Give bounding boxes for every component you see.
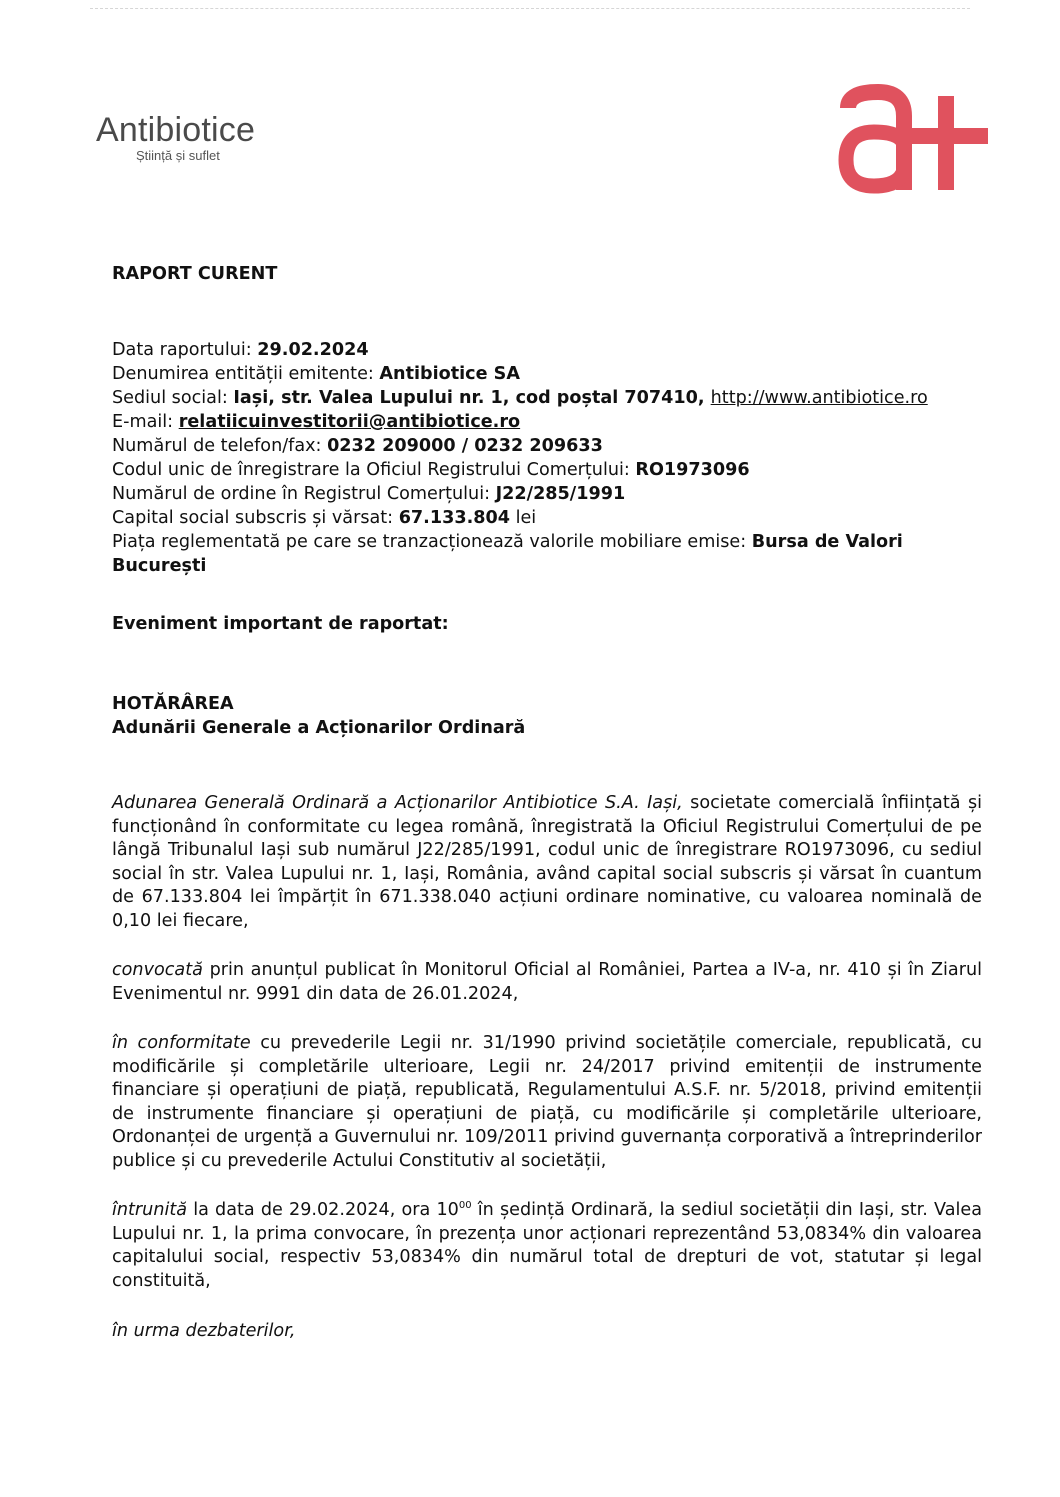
info-trade-register-number: Numărul de ordine în Registrul Comerțului: J22/285/1991 <box>112 484 626 504</box>
info-email: E-mail: relatiicuinvestitorii@antibiotice.ro <box>112 412 521 432</box>
info-regulated-market: Piața reglementată pe care se tranzacționează valorile mobiliare emise: Bursa de Valori București <box>112 532 903 576</box>
a-plus-logo-icon <box>838 84 990 194</box>
report-info-block <box>112 338 982 578</box>
info-share-capital: Capital social subscris și vărsat: 67.133.804 lei <box>112 508 537 528</box>
paragraph-convened: convocată prin anunțul publicat în Monitorul Oficial al României, Partea a IV-a, nr. 410 și în Ziarul Evenimentul nr. 9991 din data de 26.01.2024, <box>112 960 982 1004</box>
paragraph-assembly: Adunarea Generală Ordinară a Acționarilor Antibiotice S.A. Iași, societate comercială înființată și funcționând în conformitate cu legea română, înregistrată la Oficiul Registrului Comerțului de pe lângă Tribunalul Iași sub numărul J22/285/1991, codul unic de înregistrare RO1973096, cu sediul social în str. Valea Lupului nr. 1, Iași, România, având capital social subscris și vărsat în cuantum de 67.133.804 lei împărțit în 671.338.040 acțiuni ordinare nominative, cu valoarea nominală de 0,10 lei fiecare, <box>112 793 983 931</box>
info-issuer-name: Denumirea entității emitente: Antibiotice SA <box>112 364 520 384</box>
info-unique-registration-code: Codul unic de înregistrare la Oficiul Registrului Comerțului: RO1973096 <box>112 460 750 480</box>
website-link[interactable]: http://www.antibiotice.ro <box>710 388 928 408</box>
closing-line: în urma dezbaterilor, <box>112 1321 296 1341</box>
brand-block <box>96 112 255 164</box>
report-title: RAPORT CURENT <box>112 264 278 284</box>
brand-name: Antibiotice <box>96 111 256 149</box>
brand-tagline: Știință și suflet <box>136 148 220 163</box>
paragraph-legal-basis: în conformitate cu prevederile Legii nr. 31/1990 privind societățile comerciale, republicată, cu modificările și completările ulterioare, Legii nr. 24/2017 privind emitenții de instrumente financiare și operațiuni de piață, republicată, Regulamentului A.S.F. nr. 5/2018, privind emitenții de instrumente financiare și operațiuni de piață, cu modificările și completările ulterioare, Ordonanței de urgență a Guvernului nr. 109/2011 privind guvernanța corporativă a întreprinderilor publice și cu prevederile Actului Constitutiv al societății, <box>112 1033 982 1171</box>
info-report-date: Data raportului: 29.02.2024 <box>112 340 369 360</box>
email-link[interactable]: relatiicuinvestitorii@antibiotice.ro <box>178 412 521 432</box>
event-header: Eveniment important de raportat: <box>112 614 449 634</box>
paragraph-meeting: întrunită la data de 29.02.2024, ora $10^{00}$ în ședință Ordinară, la sediul societății din Iași, str. Valea Lupului nr. 1, la prima convocare, în prezența unor acționari reprezentând 53,0834% din valoarea capitalului social, respectiv 53,0834% din numărul total de drepturi de vot, statutar și legal constituită, <box>112 1200 982 1291</box>
decision-title: HOTĂRÂREA <box>112 694 234 714</box>
document-body <box>112 262 982 1343</box>
decision-subtitle: Adunării Generale a Acționarilor Ordinară <box>112 718 526 738</box>
info-phone-fax: Numărul de telefon/fax: 0232 209000 / 0232 209633 <box>112 436 603 456</box>
info-registered-office: Sediul social: Iași, str. Valea Lupului nr. 1, cod poștal 707410, http://www.antibiotice.ro <box>112 388 928 408</box>
scan-top-edge <box>90 8 970 10</box>
